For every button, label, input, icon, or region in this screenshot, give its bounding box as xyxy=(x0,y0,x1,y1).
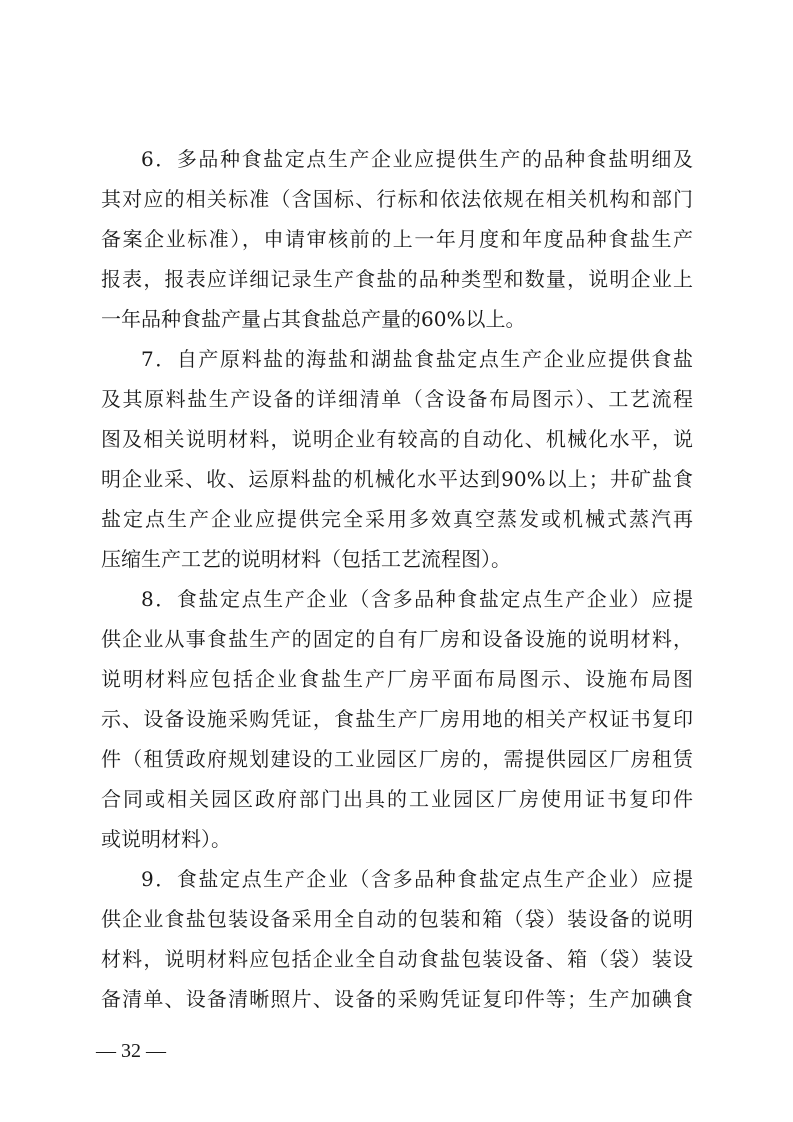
text-line: 图及相关说明材料，说明企业有较高的自动化、机械化水平，说 xyxy=(101,427,693,451)
text-line: 材料，说明材料应包括企业全自动食盐包装设备、箱（袋）装设 xyxy=(101,947,693,971)
text-line: 供企业从事食盐生产的固定的自有厂房和设备设施的说明材料， xyxy=(101,627,693,651)
text-line: 备清单、设备清晰照片、设备的采购凭证复印件等；生产加碘食 xyxy=(101,987,693,1011)
text-line: 7．自产原料盐的海盐和湖盐食盐定点生产企业应提供食盐 xyxy=(141,347,693,371)
text-line: 合同或相关园区政府部门出具的工业园区厂房使用证书复印件 xyxy=(101,787,693,811)
page-number: — 32 — xyxy=(96,1040,166,1062)
text-line: 压缩生产工艺的说明材料（包括工艺流程图）。 xyxy=(101,547,511,571)
text-line: 6．多品种食盐定点生产企业应提供生产的品种食盐明细及 xyxy=(141,147,693,171)
text-line: 说明材料应包括企业食盐生产厂房平面布局图示、设施布局图 xyxy=(101,667,693,691)
text-line: 一年品种食盐产量占其食盐总产量的60%以上。 xyxy=(101,307,526,331)
text-line: 报表，报表应详细记录生产食盐的品种类型和数量，说明企业上 xyxy=(101,267,693,291)
text-line: 明企业采、收、运原料盐的机械化水平达到90%以上；井矿盐食 xyxy=(101,467,693,491)
text-line: 8．食盐定点生产企业（含多品种食盐定点生产企业）应提 xyxy=(141,587,693,611)
text-line: 件（租赁政府规划建设的工业园区厂房的，需提供园区厂房租赁 xyxy=(101,747,693,771)
text-line: 或说明材料）。 xyxy=(101,827,231,851)
text-line: 9．食盐定点生产企业（含多品种食盐定点生产企业）应提 xyxy=(141,867,693,891)
text-line: 示、设备设施采购凭证，食盐生产厂房用地的相关产权证书复印 xyxy=(101,707,693,731)
text-line: 及其原料盐生产设备的详细清单（含设备布局图示）、工艺流程 xyxy=(101,387,693,411)
text-line: 盐定点生产企业应提供完全采用多效真空蒸发或机械式蒸汽再 xyxy=(101,507,693,531)
text-line: 供企业食盐包装设备采用全自动的包装和箱（袋）装设备的说明 xyxy=(101,907,693,931)
text-line: 其对应的相关标准（含国标、行标和依法依规在相关机构和部门 xyxy=(101,187,693,211)
text-line: 备案企业标准），申请审核前的上一年月度和年度品种食盐生产 xyxy=(101,227,693,251)
